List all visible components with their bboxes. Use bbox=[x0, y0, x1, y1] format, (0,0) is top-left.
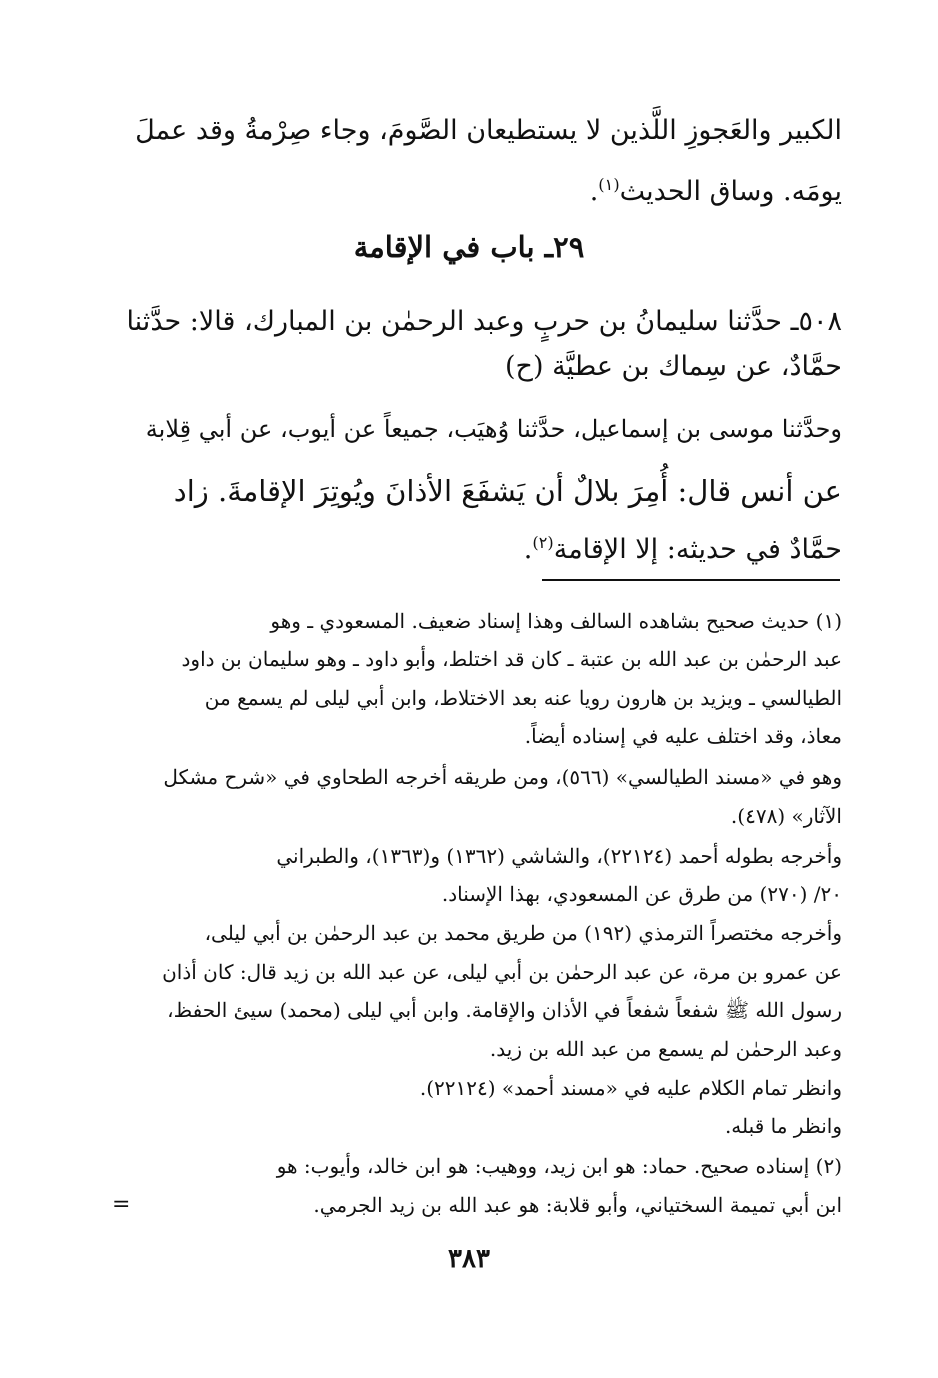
footnote-line: معاذ، وقد اختلف عليه في إسناده أيضاً. bbox=[524, 724, 842, 748]
main-text-line-1: الكبير والعَجوزِ اللَّذين لا يستطيعان الصَّومَ، وجاء صِرْمةُ وقد عملَ bbox=[135, 115, 842, 146]
footnote-line: وأخرجه بطوله أحمد (٢٢١٢٤)، والشاشي (١٣٦٢) و(١٣٦٣)، والطبراني bbox=[276, 844, 842, 868]
footnote-line: (١) حديث صحيح بشاهده السالف وهذا إسناد ضعيف. المسعودي ـ وهو bbox=[270, 609, 842, 633]
footnote-line: عبد الرحمٰن بن عبد الله بن عتبة ـ كان قد اختلط، وأبو داود ـ وهو سليمان بن داود bbox=[181, 647, 842, 671]
main-text-line-2-end: . bbox=[589, 176, 599, 207]
hadith-line-2: حمَّادٌ، عن سِماك بن عطيَّة (ح) bbox=[505, 351, 842, 382]
footnote-line: وانظر تمام الكلام عليه في «مسند أحمد» (٢٢١٢٤). bbox=[419, 1076, 842, 1100]
hadith-line-5-text: حمَّادٌ في حديثه: إلا الإقامة bbox=[553, 534, 842, 565]
page-number: ٣٨٣ bbox=[448, 1244, 490, 1274]
footnote-line: الطيالسي ـ ويزيد بن هارون رويا عنه بعد الاختلاط، وابن أبي ليلى لم يسمع من bbox=[204, 686, 842, 710]
hadith-line-4: عن أنس قال: أُمِرَ بلالٌ أن يَشفَعَ الأذانَ ويُوتِرَ الإقامةَ. زاد bbox=[173, 474, 842, 508]
hadith-line-5 bbox=[96, 518, 842, 575]
main-text-line-2-text: يومَه. وساق الحديث bbox=[619, 176, 842, 207]
footnote-line: وانظر ما قبله. bbox=[724, 1114, 842, 1138]
chapter-heading: ٢٩ـ باب في الإقامة bbox=[353, 230, 585, 264]
footnote-line: وعبد الرحمٰن لم يسمع من عبد الله بن زيد. bbox=[489, 1037, 842, 1061]
hadith-line-5-end: . bbox=[523, 534, 533, 565]
footnote-ref-2: (٢) bbox=[532, 533, 554, 552]
footnote-line: وهو في «مسند الطيالسي» (٥٦٦)، ومن طريقه أخرجه الطحاوي في «شرح مشكل bbox=[163, 765, 842, 789]
footnote-line: رسول الله ﷺ شفعاً شفعاً في الأذان والإقامة. وابن أبي ليلى (محمد) سيئ الحفظ، bbox=[167, 998, 842, 1022]
hadith-line-3: وحدَّثنا موسى بن إسماعيل، حدَّثنا وُهيَب، جميعاً عن أيوب، عن أبي قِلابة bbox=[145, 415, 842, 443]
footnote-line: عن عمرو بن مرة، عن عبد الرحمٰن بن أبي ليلى، عن عبد الله بن زيد قال: كان أذان bbox=[162, 960, 842, 984]
footnote-line: ٢٠/ (٢٧٠) من طرق عن المسعودي، بهذا الإسناد. bbox=[441, 882, 842, 906]
footnote-line: ابن أبي تميمة السختياني، وأبو قلابة: هو عبد الله بن زيد الجرمي. bbox=[313, 1193, 842, 1217]
footnote-line: (٢) إسناده صحيح. حماد: هو ابن زيد، ووهيب: هو ابن خالد، وأيوب: هو bbox=[276, 1154, 842, 1178]
footnote-ref-1: (١) bbox=[598, 175, 620, 194]
footnote-line: وأخرجه مختصراً الترمذي (١٩٢) من طريق محمد بن عبد الرحمٰن بن أبي ليلى، bbox=[204, 921, 842, 945]
footnote-line: الآثار» (٤٧٨). bbox=[730, 804, 842, 828]
footnote-separator bbox=[542, 579, 840, 581]
main-text-line-2 bbox=[96, 160, 842, 217]
continuation-mark: = bbox=[112, 1192, 131, 1217]
hadith-line-1: ٥٠٨ـ حدَّثنا سليمانُ بن حربٍ وعبد الرحمٰن بن المبارك، قالا: حدَّثنا bbox=[126, 306, 842, 337]
